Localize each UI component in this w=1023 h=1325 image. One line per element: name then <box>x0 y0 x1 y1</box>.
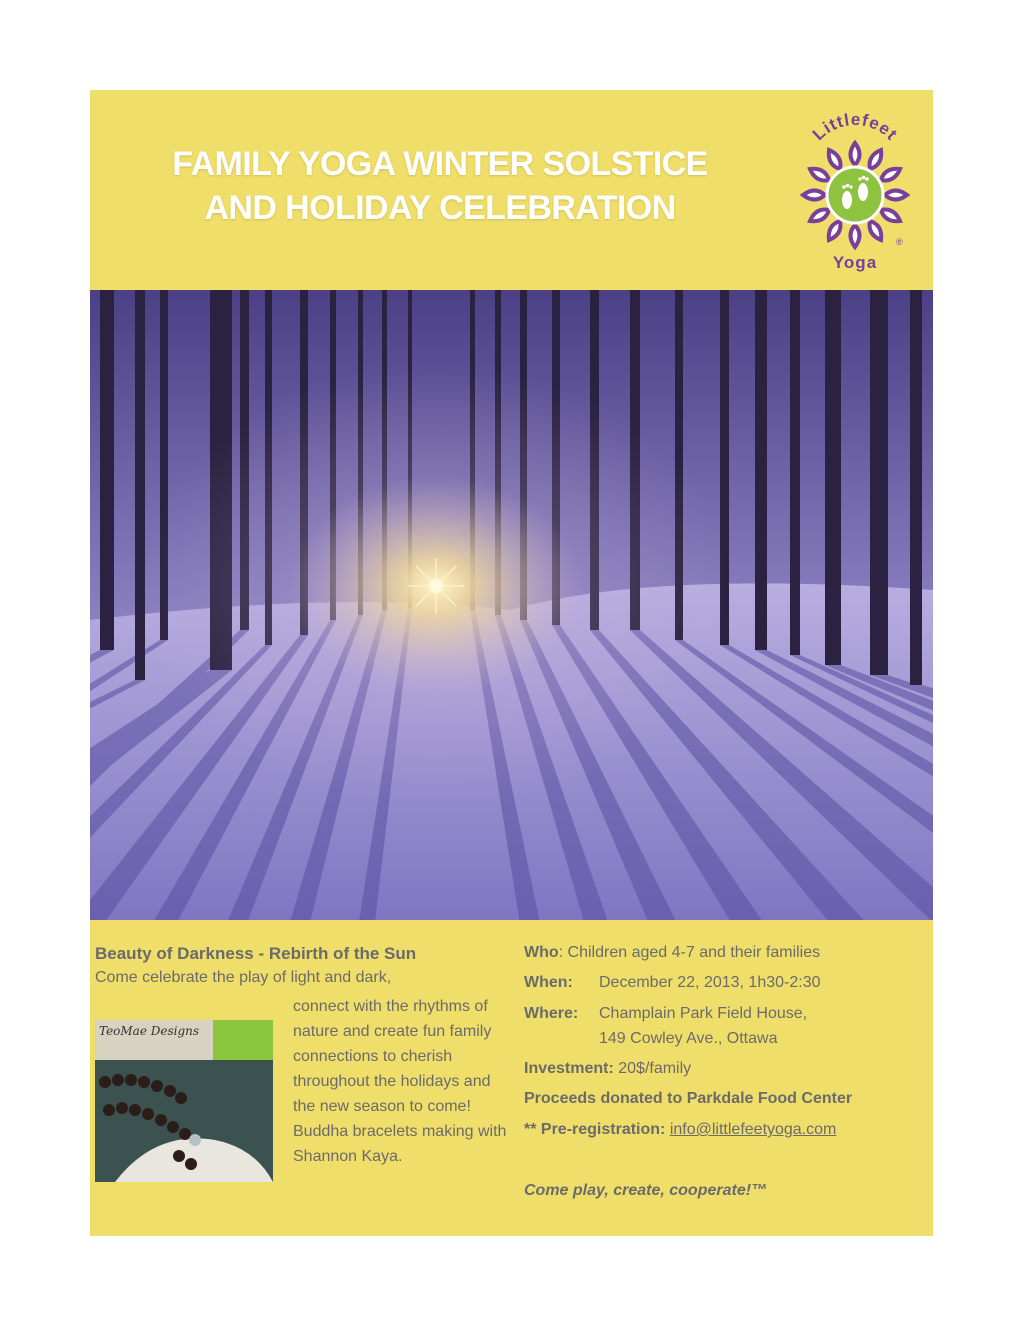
description-heading: Beauty of Darkness - Rebirth of the Sun <box>95 944 417 963</box>
preregistration-label: ** Pre-registration: <box>524 1121 666 1138</box>
where-label: Where: <box>524 1005 579 1022</box>
description-intro: Come celebrate the play of light and dark, <box>95 969 392 986</box>
header <box>90 90 933 290</box>
registered-mark: ® <box>896 237 903 247</box>
proceeds-note: Proceeds donated to Parkdale Food Center <box>524 1090 853 1107</box>
where-line-2: 149 Cowley Ave., Ottawa <box>599 1030 778 1047</box>
page-title <box>110 142 770 230</box>
logo-bottom-text: Yoga <box>832 253 878 272</box>
flyer <box>90 90 933 1236</box>
investment-value: 20$/family <box>613 1060 692 1077</box>
where-line-1: Champlain Park Field House, <box>599 1005 808 1022</box>
description-body: connect with the rhythms of nature and create fun family connections to cherish throughout the holidays and the new season to come! Buddha bracelets making with Shannon Kaya. <box>293 998 507 1165</box>
title-line-1: FAMILY YOGA WINTER SOLSTICE <box>172 145 708 183</box>
logo-top-text: Littlefeet <box>808 109 902 145</box>
where-line-2-row <box>599 1028 777 1050</box>
investment-label: Investment: <box>524 1060 614 1077</box>
who-label: Who <box>524 944 559 961</box>
ad-brand-name: TeoMae Designs <box>99 1024 200 1038</box>
sun-icon <box>408 558 464 614</box>
where-row <box>524 1003 807 1025</box>
title-line-2: AND HOLIDAY CELEBRATION <box>204 189 676 227</box>
preregistration-email-link[interactable]: info@littlefeetyoga.com <box>669 1121 837 1138</box>
winter-forest-photo <box>90 290 933 920</box>
who-value: : Children aged 4-7 and their families <box>558 944 821 961</box>
when-label: When: <box>524 974 573 991</box>
tagline: Come play, create, cooperate!™ <box>524 1182 768 1199</box>
when-row <box>524 972 820 994</box>
when-value: December 22, 2013, 1h30-2:30 <box>599 974 821 991</box>
bracelets-photo <box>95 1020 273 1182</box>
investment-row <box>524 1058 691 1080</box>
description-column <box>95 942 515 1165</box>
svg-text:Littlefeet <box>809 110 902 144</box>
preregistration-row <box>524 1119 836 1141</box>
littlefeet-yoga-logo <box>790 100 920 275</box>
who-row <box>524 942 820 964</box>
